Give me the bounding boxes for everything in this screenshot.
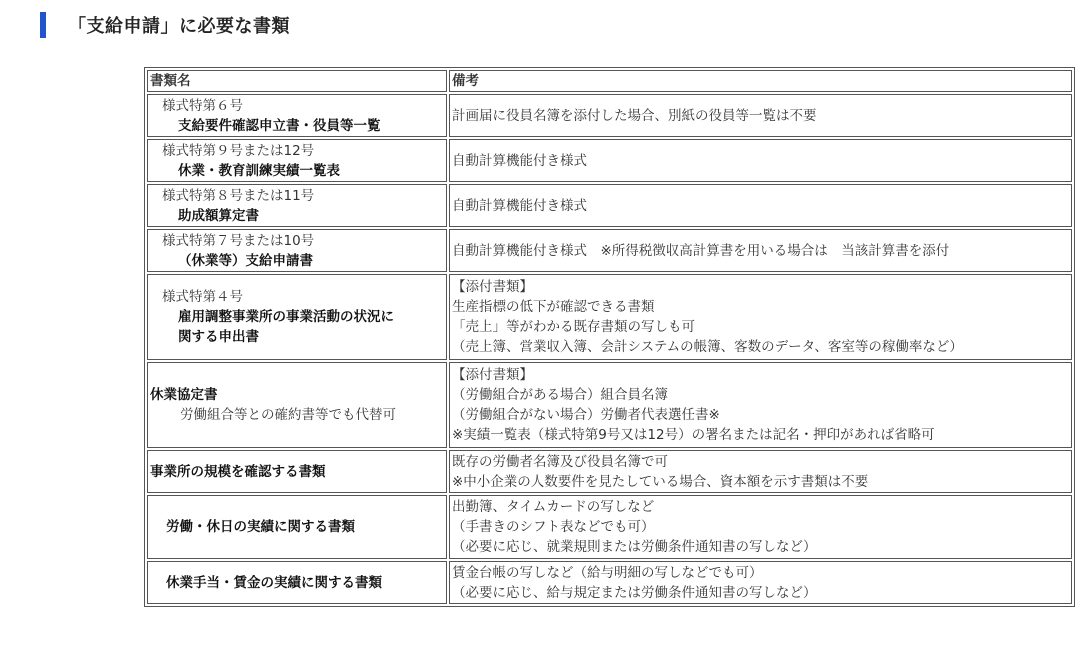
document-name: 支給要件確認申立書・役員等一覧	[178, 117, 381, 134]
form-number: 様式特第８号または11号	[162, 187, 315, 204]
form-number: 様式特第９号または12号	[162, 142, 315, 159]
header-notes: 備考	[449, 70, 1072, 92]
note-line: 生産指標の低下が確認できる書類	[452, 299, 655, 315]
table-row	[147, 561, 1072, 604]
note-line: 自動計算機能付き様式	[452, 152, 587, 169]
section-heading	[40, 10, 290, 40]
notes-cell	[449, 184, 1072, 227]
heading-accent-bar	[40, 12, 46, 38]
document-cell	[147, 229, 447, 272]
table-row	[147, 362, 1072, 448]
notes-cell	[449, 94, 1072, 137]
document-name: 雇用調整事業所の事業活動の状況に	[178, 309, 394, 325]
note-line: （労働組合がある場合）組合員名簿	[452, 387, 668, 403]
document-name: 休業手当・賃金の実績に関する書類	[166, 574, 382, 591]
table-row	[147, 495, 1072, 559]
note-line: 賃金台帳の写しなど（給与明細の写しなどでも可）	[452, 564, 763, 581]
note-line: 既存の労働者名簿及び役員名簿で可	[452, 453, 668, 470]
notes-cell	[449, 274, 1072, 360]
document-name: 事業所の規模を確認する書類	[150, 463, 326, 480]
notes-cell	[449, 495, 1072, 559]
form-number: 様式特第７号または10号	[162, 232, 315, 249]
document-cell	[147, 561, 447, 604]
table-header-row	[147, 70, 1072, 92]
note-line: ※実績一覧表（様式特第9号又は12号）の署名または記名・押印があれば省略可	[452, 427, 935, 443]
document-cell	[147, 495, 447, 559]
note-line: 計画届に役員名簿を添付した場合、別紙の役員等一覧は不要	[452, 107, 817, 124]
document-cell	[147, 184, 447, 227]
document-name: 休業協定書	[150, 387, 218, 403]
note-line: ※中小企業の人数要件を見たしている場合、資本額を示す書類は不要	[452, 473, 869, 490]
document-name: （休業等）支給申請書	[178, 252, 313, 269]
form-number: 様式特第６号	[162, 97, 243, 114]
header-document-name: 書類名	[147, 70, 447, 92]
document-cell	[147, 274, 447, 360]
note-line: 自動計算機能付き様式 ※所得税徴収高計算書を用いる場合は 当該計算書を添付	[452, 242, 950, 259]
document-subtext: 労働組合等との確約書等でも代替可	[180, 407, 396, 423]
note-line: （必要に応じ、就業規則または労働条件通知書の写しなど）	[452, 539, 817, 555]
notes-cell	[449, 561, 1072, 604]
documents-table	[144, 67, 1075, 607]
note-line: （労働組合がない場合）労働者代表選任書※	[452, 407, 720, 423]
document-cell	[147, 450, 447, 493]
table-row	[147, 184, 1072, 227]
page-title: 「支給申請」に必要な書類	[68, 16, 290, 37]
document-cell	[147, 139, 447, 182]
table-row	[147, 139, 1072, 182]
note-line: （売上簿、営業収入簿、会計システムの帳簿、客数のデータ、客室等の稼働率など）	[452, 339, 963, 355]
document-cell	[147, 94, 447, 137]
notes-cell	[449, 139, 1072, 182]
document-name: 休業・教育訓練実績一覧表	[178, 162, 340, 179]
document-name: 助成額算定書	[178, 207, 259, 224]
note-line: 【添付書類】	[452, 279, 533, 295]
document-name: 労働・休日の実績に関する書類	[166, 519, 355, 535]
table-row	[147, 229, 1072, 272]
note-line: 自動計算機能付き様式	[452, 197, 587, 214]
notes-cell	[449, 362, 1072, 448]
document-name: 関する申出書	[178, 329, 259, 345]
notes-cell	[449, 229, 1072, 272]
note-line: 【添付書類】	[452, 367, 533, 383]
document-cell	[147, 362, 447, 448]
table-row	[147, 274, 1072, 360]
note-line: 「売上」等がわかる既存書類の写しも可	[452, 319, 695, 335]
note-line: 出勤簿、タイムカードの写しなど	[452, 499, 655, 515]
table-row	[147, 94, 1072, 137]
form-number: 様式特第４号	[162, 289, 243, 305]
note-line: （手書きのシフト表などでも可）	[452, 519, 655, 535]
notes-cell	[449, 450, 1072, 493]
table-row	[147, 450, 1072, 493]
note-line: （必要に応じ、給与規定または労働条件通知書の写しなど）	[452, 584, 817, 601]
